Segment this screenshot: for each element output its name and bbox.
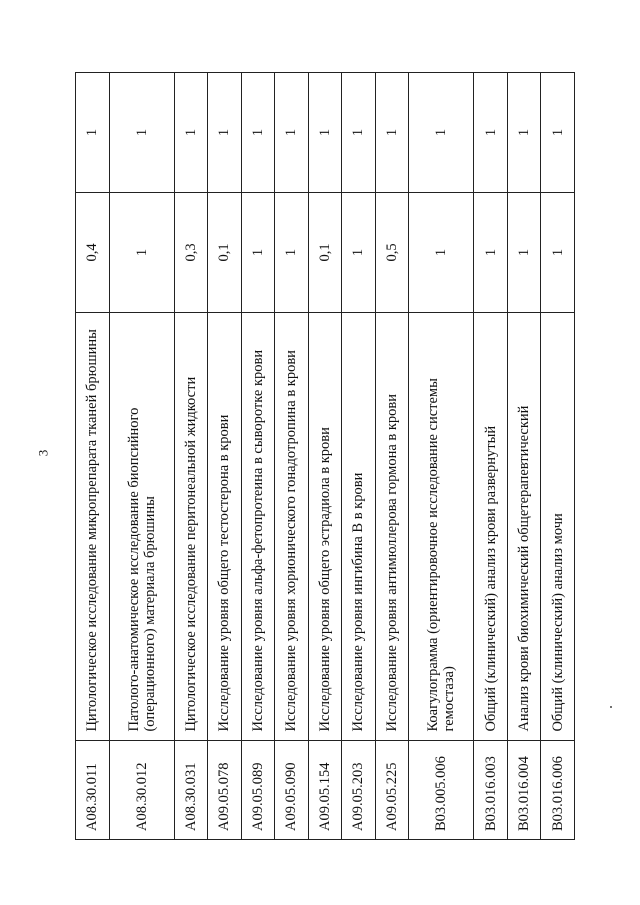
- multiplicity-cell: 1: [474, 73, 508, 193]
- table-row: [109, 73, 174, 840]
- multiplicity-cell: 1: [342, 73, 376, 193]
- multiplicity-cell: 1: [375, 73, 409, 193]
- table-row: [409, 73, 474, 840]
- service-code-cell: A09.05.090: [275, 740, 309, 839]
- table-row: [375, 73, 409, 840]
- table-row: [275, 73, 309, 840]
- frequency-cell: 1: [241, 193, 275, 313]
- service-code-cell: A09.05.225: [375, 740, 409, 839]
- table-row: [541, 73, 575, 840]
- services-table-wrapper: [75, 72, 575, 840]
- service-name-cell: Общий (клинический) анализ мочи: [541, 312, 575, 740]
- frequency-cell: 0,5: [375, 193, 409, 313]
- frequency-cell: 1: [275, 193, 309, 313]
- service-code-cell: A08.30.011: [76, 740, 110, 839]
- table-row: [308, 73, 342, 840]
- service-code-cell: A09.05.203: [342, 740, 376, 839]
- frequency-cell: 1: [541, 193, 575, 313]
- service-name-cell: Цитологическое исследование перитонеальной жидкости: [174, 312, 208, 740]
- frequency-cell: 0,1: [308, 193, 342, 313]
- multiplicity-cell: 1: [409, 73, 474, 193]
- table-row: [342, 73, 376, 840]
- scan-speck: [610, 706, 612, 708]
- multiplicity-cell: 1: [275, 73, 309, 193]
- frequency-cell: 1: [409, 193, 474, 313]
- services-table: [75, 72, 575, 840]
- frequency-cell: 1: [474, 193, 508, 313]
- multiplicity-cell: 1: [507, 73, 541, 193]
- service-code-cell: B03.016.006: [541, 740, 575, 839]
- service-name-cell: Исследование уровня альфа-фетопротеина в сыворотке крови: [241, 312, 275, 740]
- table-row: [208, 73, 242, 840]
- service-code-cell: B03.016.003: [474, 740, 508, 839]
- service-name-cell: Исследование уровня хорионического гонадотропина в крови: [275, 312, 309, 740]
- service-name-cell: Патолого-анатомическое исследование биопсийного (операционного) материала брюшины: [109, 312, 174, 740]
- services-table-body: [76, 73, 575, 840]
- frequency-cell: 1: [507, 193, 541, 313]
- service-name-cell: Исследование уровня ингибина B в крови: [342, 312, 376, 740]
- service-code-cell: A09.05.078: [208, 740, 242, 839]
- multiplicity-cell: 1: [109, 73, 174, 193]
- service-code-cell: A09.05.089: [241, 740, 275, 839]
- table-row: [507, 73, 541, 840]
- frequency-cell: 0,3: [174, 193, 208, 313]
- service-code-cell: A08.30.012: [109, 740, 174, 839]
- multiplicity-cell: 1: [241, 73, 275, 193]
- multiplicity-cell: 1: [174, 73, 208, 193]
- service-name-cell: Исследование уровня антимюллерова гормона в крови: [375, 312, 409, 740]
- service-code-cell: B03.005.006: [409, 740, 474, 839]
- service-code-cell: A08.30.031: [174, 740, 208, 839]
- multiplicity-cell: 1: [308, 73, 342, 193]
- frequency-cell: 1: [109, 193, 174, 313]
- service-name-cell: Исследование уровня общего тестостерона в крови: [208, 312, 242, 740]
- multiplicity-cell: 1: [541, 73, 575, 193]
- table-row: [241, 73, 275, 840]
- frequency-cell: 1: [342, 193, 376, 313]
- service-name-cell: Коагулограмма (ориентировочное исследование системы гемостаза): [409, 312, 474, 740]
- service-name-cell: Цитологическое исследование микропрепарата тканей брюшины: [76, 312, 110, 740]
- service-code-cell: B03.016.004: [507, 740, 541, 839]
- table-row: [174, 73, 208, 840]
- table-row: [474, 73, 508, 840]
- frequency-cell: 0,4: [76, 193, 110, 313]
- table-row: [76, 73, 110, 840]
- service-name-cell: Общий (клинический) анализ крови развернутый: [474, 312, 508, 740]
- service-code-cell: A09.05.154: [308, 740, 342, 839]
- page-number: 3: [35, 449, 51, 457]
- multiplicity-cell: 1: [208, 73, 242, 193]
- frequency-cell: 0,1: [208, 193, 242, 313]
- service-name-cell: Анализ крови биохимический общетерапевтический: [507, 312, 541, 740]
- service-name-cell: Исследование уровня общего эстрадиола в крови: [308, 312, 342, 740]
- multiplicity-cell: 1: [76, 73, 110, 193]
